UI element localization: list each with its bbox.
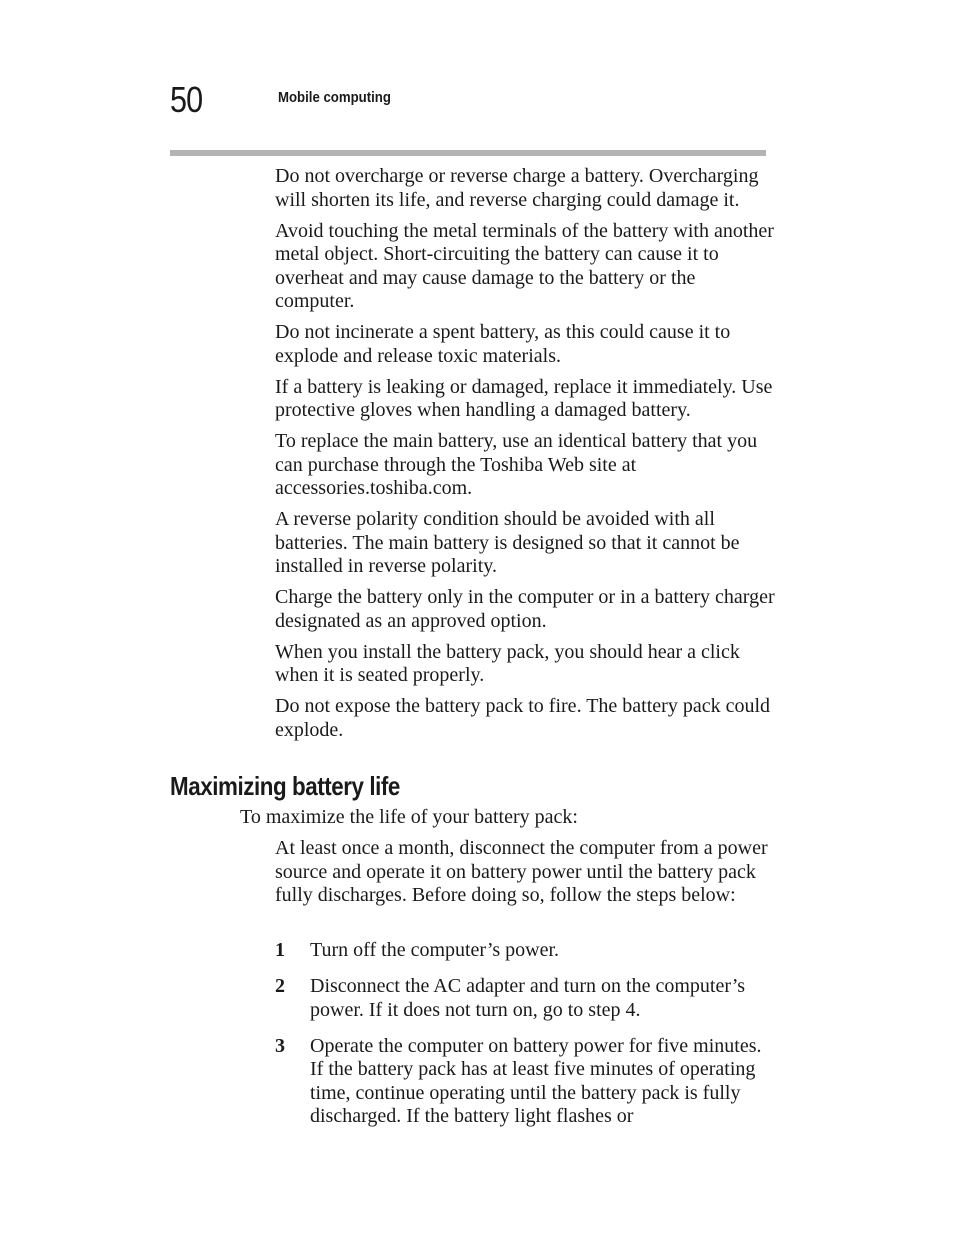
safety-precautions-list: [275, 165, 775, 750]
steps-list: [275, 939, 775, 1141]
header-rule: [170, 150, 766, 156]
page-number: 50: [170, 79, 203, 120]
paragraph-replace-battery: To replace the main battery, use an identical battery that you can purchase through the Toshiba Web site at accessories.toshiba.com.: [275, 430, 758, 499]
paragraph-monthly-discharge: At least once a month, disconnect the computer from a power source and operate it on battery power until the battery pack fully discharges. Before doing so, follow the steps below:: [275, 837, 768, 906]
step-number: 3: [275, 1034, 285, 1057]
section-heading: Maximizing battery life: [170, 771, 400, 801]
paragraph-metal-terminals: Avoid touching the metal terminals of the battery with another metal object. Short-circuiting the battery can cause it to overheat and may cause damage to the battery or the computer.: [275, 219, 774, 312]
paragraph-fire: Do not expose the battery pack to fire. The battery pack could explode.: [275, 695, 771, 741]
step-number: 1: [275, 939, 285, 961]
step-text: Disconnect the AC adapter and turn on the computer’s power. If it does not turn on, go to step 4.: [310, 975, 746, 1021]
section-intro: To maximize the life of your battery pack:: [240, 806, 578, 828]
paragraph-leaking: If a battery is leaking or damaged, replace it immediately. Use protective gloves when handling a damaged battery.: [275, 375, 773, 421]
running-title: Mobile computing: [278, 89, 391, 106]
paragraph-reverse-polarity: A reverse polarity condition should be avoided with all batteries. The main battery is designed so that it cannot be installed in reverse polarity.: [275, 508, 740, 577]
step-number: 2: [275, 975, 285, 997]
step-item: [275, 1035, 775, 1129]
step-item: [275, 975, 775, 1022]
paragraph-overcharge: Do not overcharge or reverse charge a battery. Overcharging will shorten its life, and reverse charging could damage it.: [275, 165, 759, 211]
step-text: Operate the computer on battery power for five minutes. If the battery pack has at least five minutes of operating time, continue operating until the battery pack is fully discharged. If the battery light flashes or: [310, 1034, 762, 1127]
paragraph-incinerate: Do not incinerate a spent battery, as this could cause it to explode and release toxic materials.: [275, 321, 731, 367]
paragraph-charge-only: Charge the battery only in the computer or in a battery charger designated as an approved option.: [275, 586, 775, 632]
step-item: [275, 939, 775, 963]
step-text: Turn off the computer’s power.: [310, 939, 560, 961]
paragraph-install-click: When you install the battery pack, you should hear a click when it is seated properly.: [275, 640, 740, 686]
